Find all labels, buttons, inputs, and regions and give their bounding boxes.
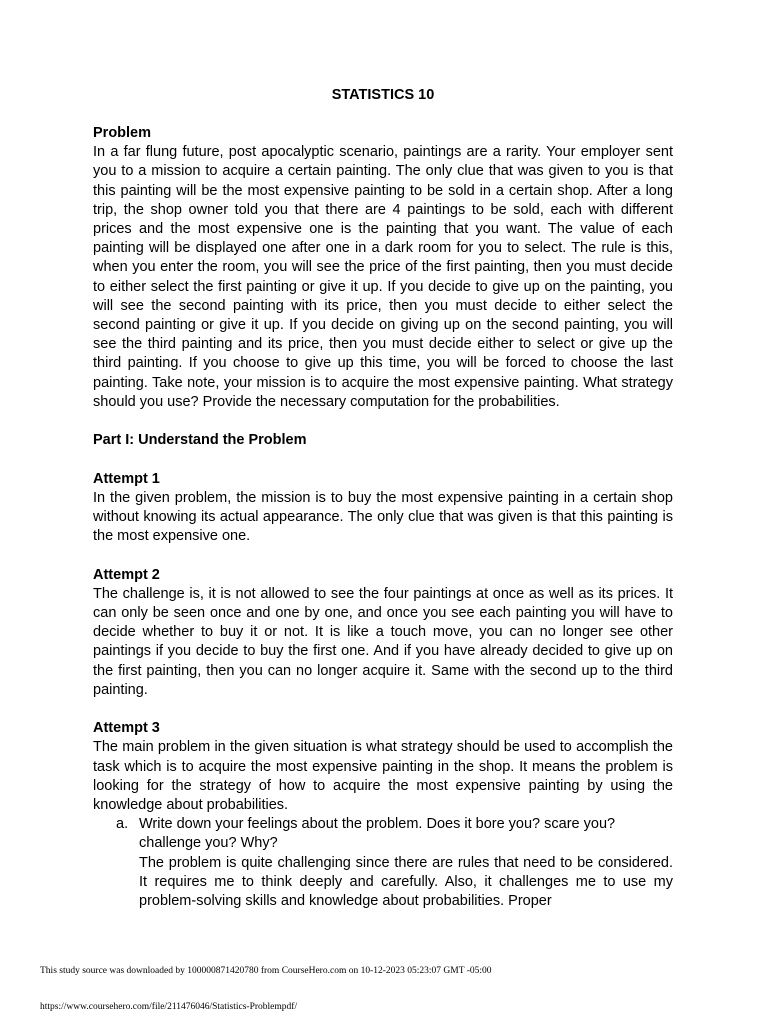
list-item-a-question: Write down your feelings about the problem. Does it bore you? scare you? challenge you? Why? [139, 816, 616, 852]
attempt1-body: In the given problem, the mission is to buy the most expensive painting in a certain shop without knowing its actual appearance. The only clue that was given is that this painting is the most expensive one. [93, 489, 673, 545]
problem-body: In a far flung future, post apocalyptic scenario, paintings are a rarity. Your employer sent you to a mission to acquire a certain painting. The only clue that was given to you is that this painting will be the most expensive painting to be sold in a certain shop. After a long trip, the shop owner told you that there are 4 paintings to be sold, each with different prices and the most expensive one is the painting that you want. The value of each painting will be displayed one after one in a dark room for you to select. The rule is this, when you enter the room, you will see the price of the first painting, then you must decide to either select the first painting or give it up. If you decide to give up on the painting, you will see the second painting with its price, then you must decide to either select the second painting or give it up. If you decide on giving up on the second painting, you will see the third painting and its price, then you must decide either to select or give up the third painting. If you choose to give up this time, you will be forced to choose the last painting. Take note, your mission is to acquire the most expensive painting. What strategy should you use? Provide the necessary computation for the probabilities. [93, 144, 673, 410]
part1-heading: Part I: Understand the Problem [93, 432, 307, 449]
attempt2-heading: Attempt 2 [93, 566, 160, 583]
list-item-a [93, 815, 673, 911]
footer-url[interactable]: https://www.coursehero.com/file/211476046/Statistics-Problempdf/ [40, 1002, 298, 1012]
attempt3-section [93, 719, 673, 911]
document-title: STATISTICS 10 [331, 87, 435, 103]
attempt2-body: The challenge is, it is not allowed to see the four paintings at once as well as its prices. It can only be seen once and one by one, and once you see each painting you will have to decide whether to buy it or not. It is like a touch move, you can no longer see other paintings if you decide to buy the first one. And if you have already decided to give up on the first painting, then you can no longer acquire it. Same with the second up to the third painting. [93, 585, 673, 698]
part1-section [93, 431, 673, 450]
list-item-a-answer: The problem is quite challenging since there are rules that need to be considered. It requires me to think deeply and carefully. Also, it challenges me to use my problem-solving skills and knowledge about probabilities. Proper [139, 854, 673, 910]
attempt2-section [93, 566, 673, 700]
document-page [93, 86, 673, 911]
footer-source-notice: This study source was downloaded by 100000871420780 from CourseHero.com on 10-12-2023 05:23:07 GMT -05:00 [40, 966, 492, 976]
problem-heading: Problem [93, 125, 152, 141]
attempt1-heading: Attempt 1 [93, 470, 160, 487]
attempt3-list [93, 815, 673, 911]
attempt1-section [93, 470, 673, 547]
list-marker-a: a. [116, 816, 129, 833]
problem-section [93, 124, 673, 412]
attempt3-heading: Attempt 3 [93, 720, 160, 737]
attempt3-body: The main problem in the given situation is what strategy should be used to accomplish the task which is to acquire the most expensive painting in the shop. It means the problem is looking for the strategy of how to acquire the most expensive painting by using the knowledge about probabilities. [93, 739, 673, 814]
